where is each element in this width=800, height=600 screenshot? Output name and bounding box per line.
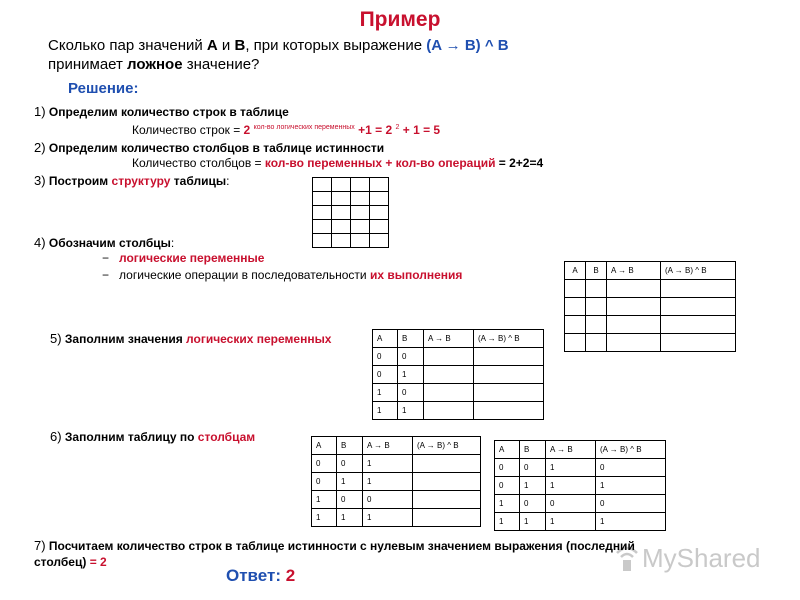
header-a: A: [565, 262, 586, 280]
cell: 0: [373, 366, 398, 384]
step-text: таблицы: [170, 174, 227, 188]
header-a: A: [495, 441, 520, 459]
header-expression: (A → B) ^ B: [661, 262, 736, 280]
header-expression: (A → B) ^ B: [474, 330, 544, 348]
header-b: B: [337, 437, 363, 455]
table-row: [312, 509, 481, 527]
step-number: 3): [34, 173, 46, 188]
formula-exponent: кол-во логических переменных: [253, 124, 355, 131]
solution-label: Решение:: [68, 80, 139, 97]
cell: 0: [373, 348, 398, 366]
header-b: B: [586, 262, 607, 280]
cell: [413, 473, 481, 491]
step-7: [34, 538, 724, 570]
cell: 1: [373, 402, 398, 420]
step-text-highlight: логических переменных: [186, 332, 332, 346]
cell: 0: [337, 491, 363, 509]
cell: [424, 384, 474, 402]
cell: 0: [398, 348, 424, 366]
formula-part: кол-во переменных + кол-во операций: [264, 156, 496, 170]
cell: [474, 348, 544, 366]
cell: 1: [363, 509, 413, 527]
cell: [413, 491, 481, 509]
cell: 1: [337, 473, 363, 491]
cell: 1: [596, 477, 666, 495]
question-part: , при которых выражение: [245, 37, 427, 54]
bullet-text: логические переменные: [119, 251, 265, 265]
cell: 0: [596, 495, 666, 513]
cell: 1: [596, 513, 666, 531]
cell: 0: [495, 477, 520, 495]
formula-part: Количество столбцов =: [132, 156, 265, 170]
step-text-highlight: столбцам: [197, 430, 256, 444]
step-1: [34, 104, 289, 119]
cell: 1: [520, 477, 546, 495]
formula-exponent: 2: [395, 124, 400, 131]
table-row: [312, 455, 481, 473]
cell: 0: [520, 495, 546, 513]
step-text: Определим количество столбцов в таблице истинности: [48, 141, 385, 155]
header-implication: A → B: [607, 262, 661, 280]
step-2: [34, 140, 384, 155]
header-b: B: [398, 330, 424, 348]
step-3: [34, 173, 229, 188]
watermark-text: MyShared: [642, 543, 761, 573]
cell: 1: [363, 455, 413, 473]
table-row: [373, 384, 544, 402]
cell: 0: [520, 459, 546, 477]
step-number: 1): [34, 104, 46, 119]
cell: [474, 366, 544, 384]
step-4: [34, 235, 174, 250]
table-row: [495, 477, 666, 495]
bullet-text: логические операции в последовательности: [119, 268, 370, 282]
cell: 1: [398, 402, 424, 420]
cell: 1: [546, 459, 596, 477]
cell: [474, 384, 544, 402]
answer: [226, 566, 295, 586]
header-implication: A → B: [546, 441, 596, 459]
formula-part: = 2+2=4: [495, 156, 544, 170]
step-text: Обозначим столбцы: [48, 236, 171, 250]
formula-part: +1 = 2: [354, 123, 396, 137]
formula-base: 2: [243, 123, 251, 137]
header-a: A: [312, 437, 337, 455]
cell: 1: [312, 491, 337, 509]
formula-part: + 1 = 5: [399, 123, 441, 137]
header-a: A: [373, 330, 398, 348]
expression: (A → B) ^ B: [426, 37, 509, 54]
cell: [474, 402, 544, 420]
cell: [424, 402, 474, 420]
table-row: [373, 348, 544, 366]
step-6: [50, 429, 255, 444]
cell: [424, 348, 474, 366]
bullet-2: − логические операции в последовательности их выполнения: [102, 268, 463, 282]
step-number: 4): [34, 235, 46, 250]
cell: 1: [363, 473, 413, 491]
cell: 1: [546, 477, 596, 495]
step-text: Построим: [48, 174, 112, 188]
step-number: 2): [34, 140, 46, 155]
header-expression: (A → B) ^ B: [596, 441, 666, 459]
var-b: B: [234, 37, 246, 54]
cell: 0: [363, 491, 413, 509]
cell: [413, 509, 481, 527]
table-row: [495, 513, 666, 531]
cell: 0: [596, 459, 666, 477]
step-text: Посчитаем количество строк в таблице истинности с нулевым значением выражения (последний: [48, 539, 635, 553]
answer-value: 2: [285, 566, 296, 585]
cell: 1: [373, 384, 398, 402]
cell: 0: [312, 455, 337, 473]
step-text: столбец): [34, 555, 87, 569]
header-expression: (A → B) ^ B: [413, 437, 481, 455]
header-implication: A → B: [424, 330, 474, 348]
cell: 0: [546, 495, 596, 513]
cell: 1: [398, 366, 424, 384]
step-text-highlight: структуру: [111, 174, 171, 188]
cell: [424, 366, 474, 384]
step-number: 5): [50, 331, 62, 346]
table-row: [373, 402, 544, 420]
step-text: Заполним значения: [64, 332, 187, 346]
cell: 1: [520, 513, 546, 531]
cell: 1: [495, 513, 520, 531]
step-2-formula: [132, 156, 543, 170]
step-result: = 2: [86, 555, 107, 569]
truth-table-step6a: [311, 436, 481, 527]
bullet-text-highlight: их выполнения: [369, 268, 463, 282]
header-implication: A → B: [363, 437, 413, 455]
step-number: 7): [34, 538, 46, 553]
cell: 1: [337, 509, 363, 527]
question-part: Сколько пар значений: [48, 37, 207, 54]
formula-part: Количество строк =: [132, 123, 244, 137]
cell: [413, 455, 481, 473]
question-part: принимает: [48, 56, 128, 73]
structure-grid: [312, 177, 389, 248]
table-row: [312, 491, 481, 509]
cell: 0: [398, 384, 424, 402]
cell: 1: [312, 509, 337, 527]
false-word: ложное: [127, 56, 183, 73]
step-number: 6): [50, 429, 62, 444]
cell: 0: [495, 459, 520, 477]
cell: 1: [495, 495, 520, 513]
cell: 0: [337, 455, 363, 473]
step-text: Заполним таблицу по: [64, 430, 198, 444]
table-row: [373, 366, 544, 384]
table-row: [312, 473, 481, 491]
table-row: [495, 495, 666, 513]
step-5: [50, 331, 331, 346]
cell: 1: [546, 513, 596, 531]
question-part: и: [217, 37, 235, 54]
step-1-formula: [132, 123, 440, 137]
step-text: :: [170, 236, 175, 250]
question-part: значение?: [182, 56, 260, 73]
slide-title: Пример: [359, 8, 441, 31]
question-text: [48, 36, 648, 74]
step-text: :: [226, 174, 230, 188]
truth-table-step5: [372, 329, 544, 420]
header-b: B: [520, 441, 546, 459]
answer-label: Ответ:: [226, 566, 286, 585]
truth-table-headers: [564, 261, 736, 352]
bullet-1: − логические переменные: [102, 251, 265, 265]
table-row: [495, 459, 666, 477]
var-a: A: [206, 37, 218, 54]
cell: 0: [312, 473, 337, 491]
step-text: Определим количество строк в таблице: [48, 105, 289, 119]
truth-table-step6b: [494, 440, 666, 531]
